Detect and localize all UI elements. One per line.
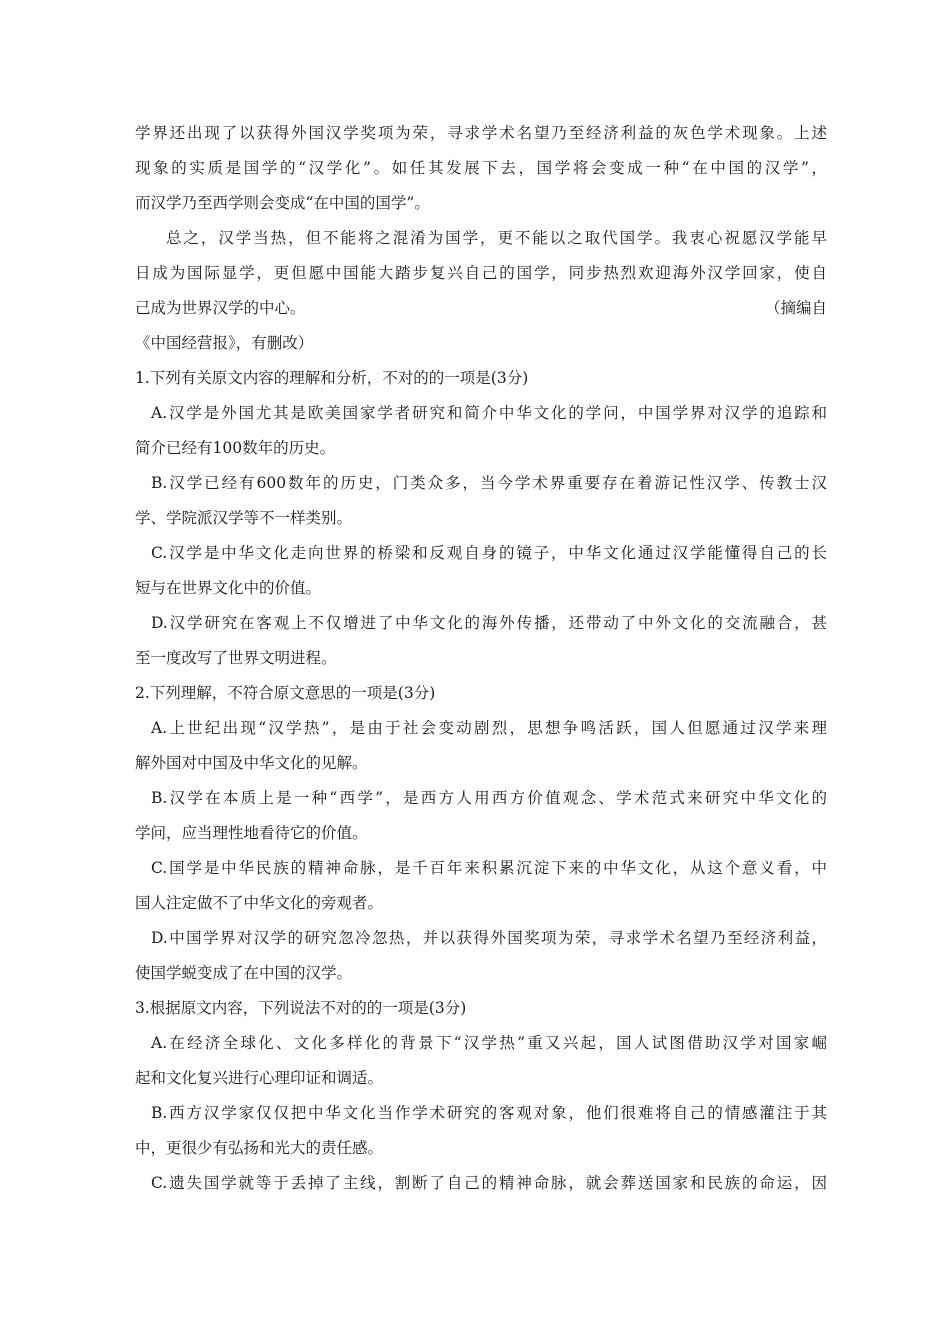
option-text: B.汉学在本质上是一种“西学”，是西方人用西方价值观念、学术范式来研究中华文化的: [151, 789, 827, 807]
option-b: [135, 781, 827, 851]
question-2: [135, 676, 827, 991]
option-text: 短与在世界文化中的价值。: [135, 579, 322, 597]
option-text: A.上世纪出现“汉学热”，是由于社会变动剧烈，思想争鸣活跃，国人但愿通过汉学来理: [151, 719, 827, 737]
option-a: [135, 396, 827, 466]
document-page: [135, 116, 827, 1201]
question-1: [135, 361, 827, 676]
option-text: C.遗失国学就等于丢掉了主线，割断了自己的精神命脉，就会葬送国家和民族的命运，因: [151, 1174, 827, 1192]
option-text: C.汉学是中华文化走向世界的桥梁和反观自身的镜子，中华文化通过汉学能懂得自己的长: [151, 544, 827, 562]
question-stem: 2.下列理解，不符合原文意思的一项是(3分): [135, 684, 436, 702]
question-stem: 3.根据原文内容，下列说法不对的的一项是(3分): [135, 999, 467, 1017]
option-text: D.中国学界对汉学的研究忽冷忽热，并以获得外国奖项为荣，寻求学术名望乃至经济利益，: [151, 929, 827, 947]
passage-closing-line: [135, 291, 827, 326]
option-text: 中，更很少有弘扬和光大的责任感。: [135, 1139, 384, 1157]
passage-line: 学界还出现了以获得外国汉学奖项为荣，寻求学术名望乃至经济利益的灰色学术现象。上述: [135, 124, 827, 142]
option-text: 解外国对中国及中华文化的见解。: [135, 754, 368, 772]
option-d: [135, 606, 827, 676]
passage-line: 己成为世界汉学的中心。: [135, 299, 306, 317]
option-c: [135, 1166, 827, 1201]
option-d: [135, 921, 827, 991]
passage-line: 而汉学乃至西学则会变成“在中国的国学”。: [135, 194, 430, 212]
option-text: B.西方汉学家仅仅把中华文化当作学术研究的客观对象，他们很难将自己的情感灌注于其: [151, 1104, 827, 1122]
passage-line: 现象的实质是国学的“汉学化”。如任其发展下去，国学将会变成一种“在中国的汉学”，: [135, 159, 827, 177]
passage-line: 总之，汉学当热，但不能将之混淆为国学，更不能以之取代国学。我衷心祝愿汉学能早: [166, 229, 827, 247]
question-stem: 1.下列有关原文内容的理解和分析，不对的的一项是(3分): [135, 369, 529, 387]
question-3: [135, 991, 827, 1201]
option-text: 国人注定做不了中华文化的旁观者。: [135, 894, 384, 912]
source-citation-start: （摘编自: [764, 299, 827, 317]
option-text: 起和文化复兴进行心理印证和调适。: [135, 1069, 384, 1087]
option-b: [135, 466, 827, 536]
source-citation-end: 《中国经营报》，有删改）: [135, 334, 314, 352]
option-text: A.在经济全球化、文化多样化的背景下“汉学热”重又兴起，国人试图借助汉学对国家崛: [151, 1034, 827, 1052]
option-text: C.国学是中华民族的精神命脉，是千百年来积累沉淀下来的中华文化，从这个意义看，中: [151, 859, 827, 877]
option-text: 使国学蜕变成了在中国的汉学。: [135, 964, 353, 982]
option-b: [135, 1096, 827, 1166]
option-text: B.汉学已经有600数年的历史，门类众多，当今学术界重要存在着游记性汉学、传教士汉: [151, 474, 827, 492]
passage: [135, 116, 827, 361]
passage-line: 日成为国际显学，更但愿中国能大踏步复兴自己的国学，同步热烈欢迎海外汉学回家，使自: [135, 264, 827, 282]
option-text: 至一度改写了世界文明进程。: [135, 649, 337, 667]
option-a: [135, 711, 827, 781]
option-a: [135, 1026, 827, 1096]
option-text: 简介已经有100数年的历史。: [135, 439, 336, 457]
option-text: A.汉学是外国尤其是欧美国家学者研究和简介中华文化的学问，中国学界对汉学的追踪和: [151, 404, 827, 422]
option-c: [135, 851, 827, 921]
option-text: D.汉学研究在客观上不仅增进了中华文化的海外传播，还带动了中外文化的交流融合，甚: [151, 614, 827, 632]
option-c: [135, 536, 827, 606]
option-text: 学问，应当理性地看待它的价值。: [135, 824, 368, 842]
option-text: 学、学院派汉学等不一样类别。: [135, 509, 353, 527]
